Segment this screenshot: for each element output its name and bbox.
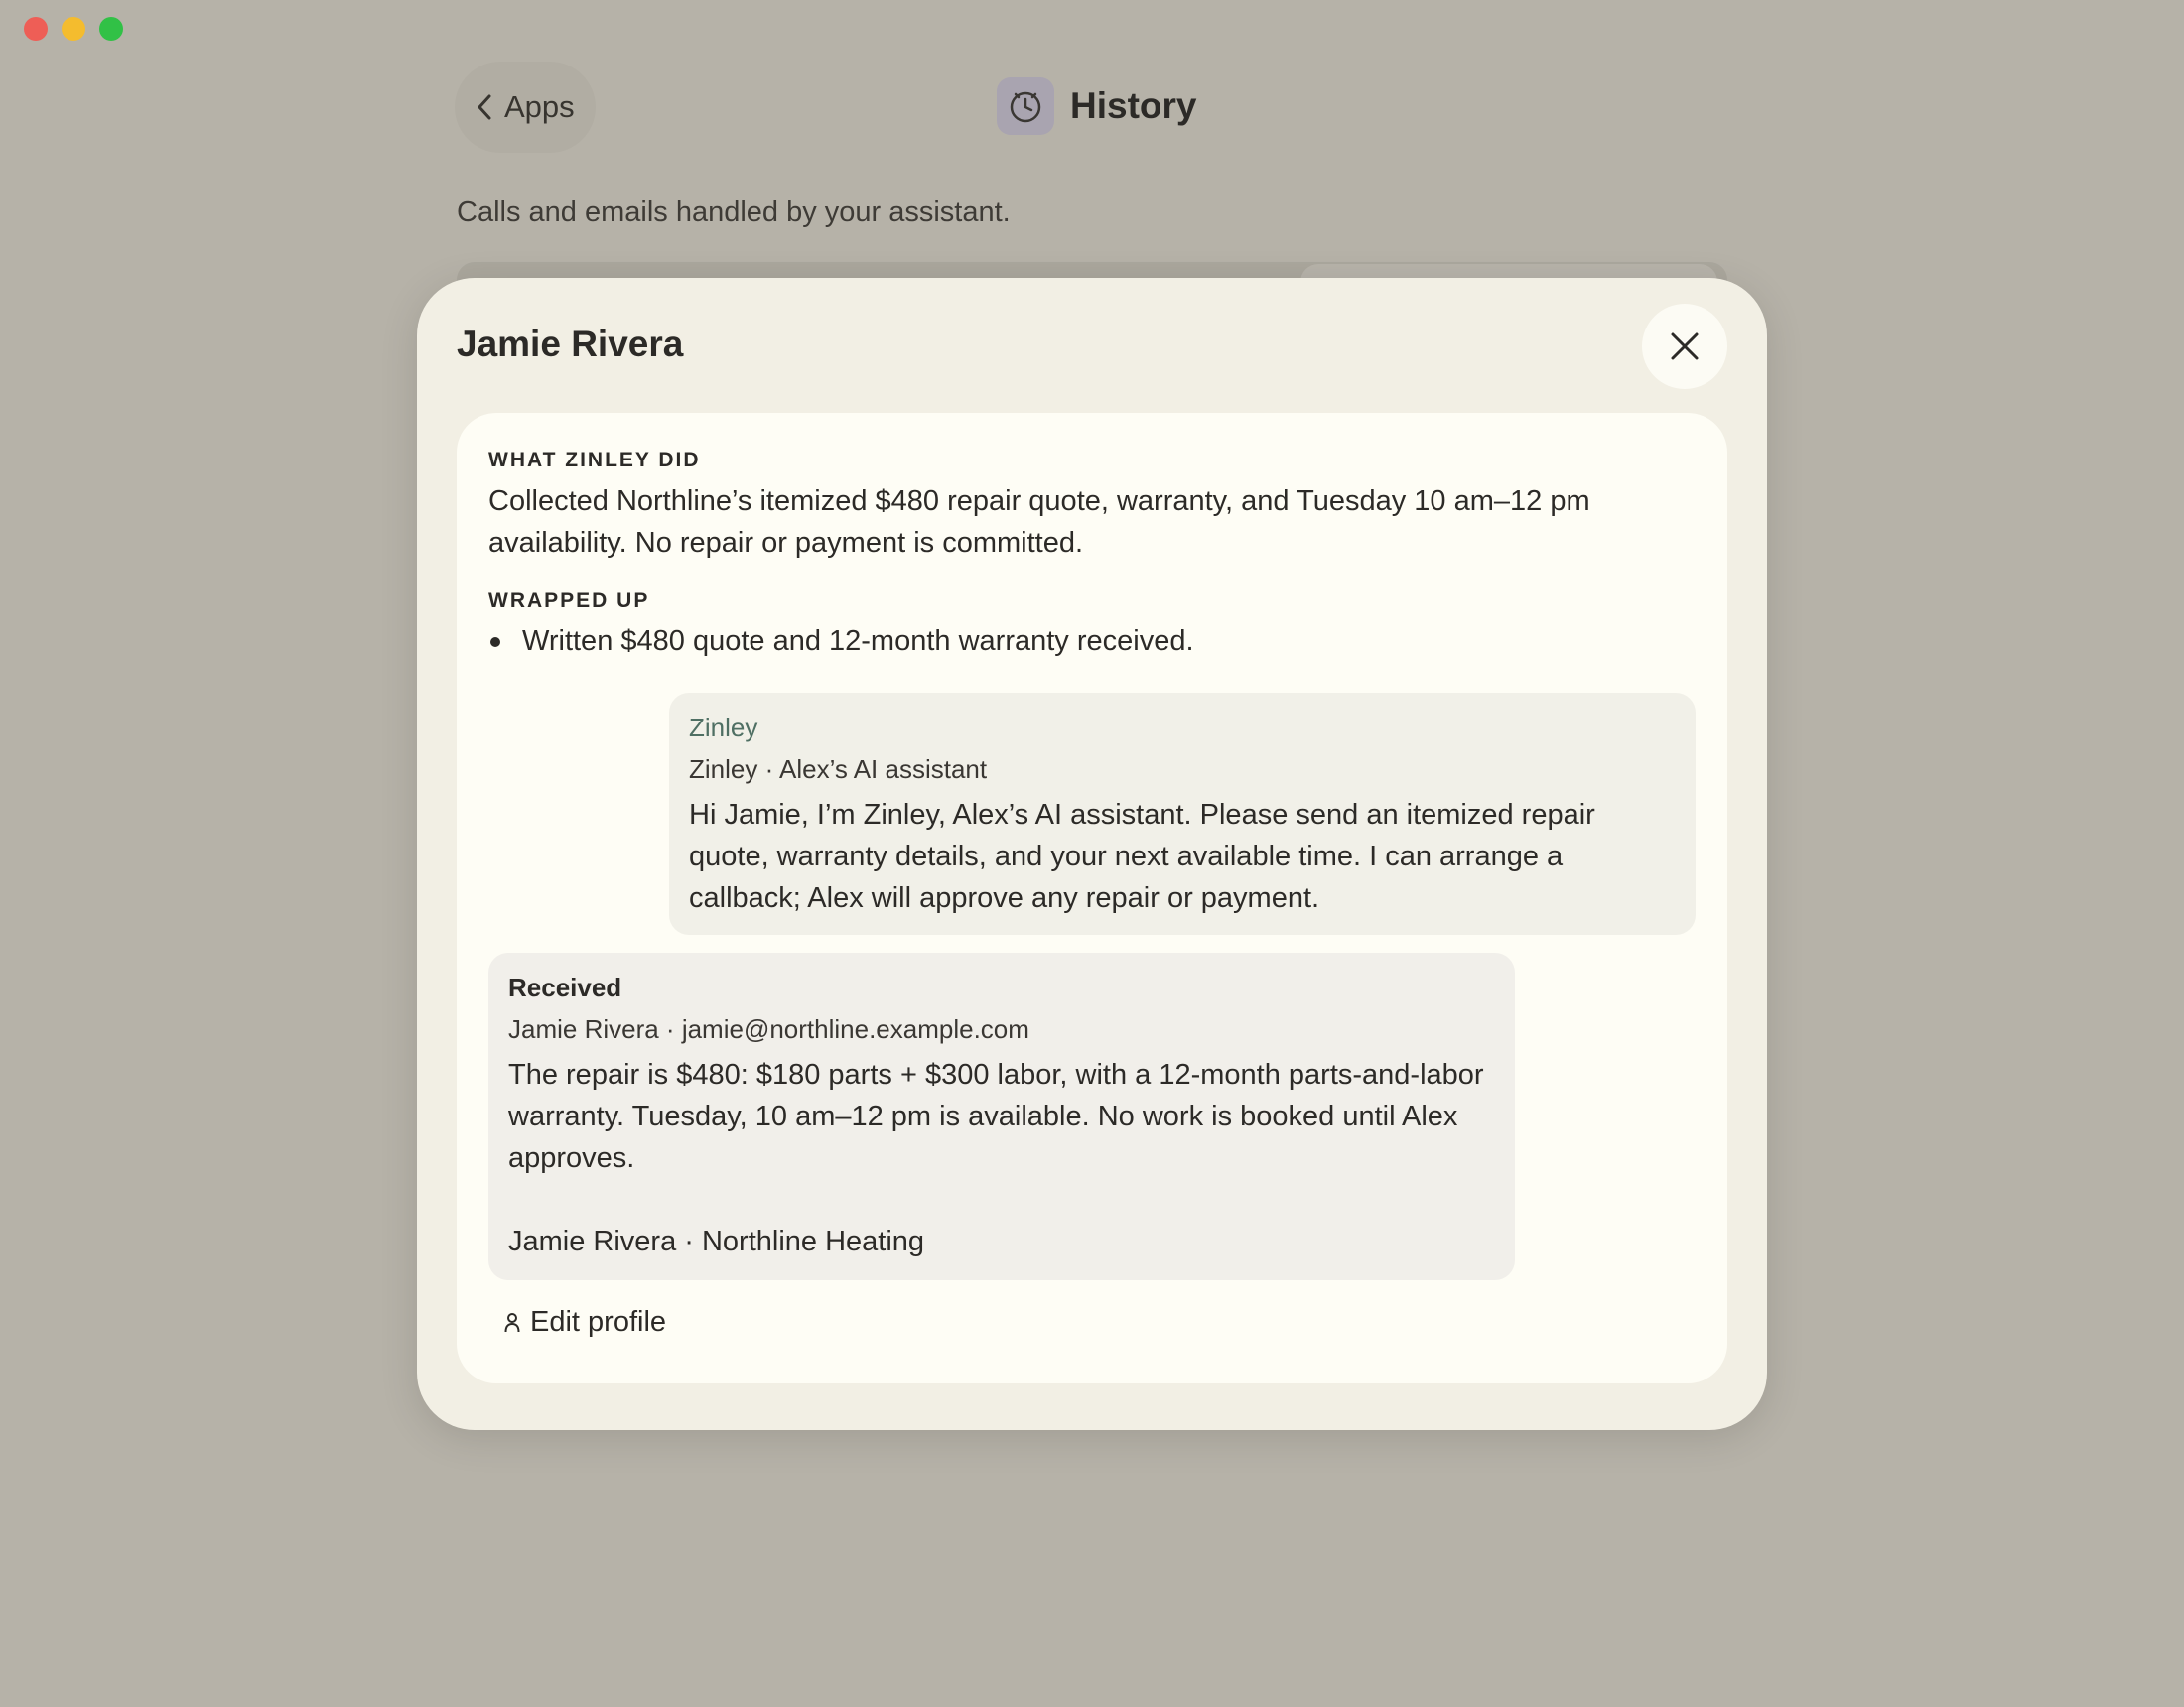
wrapped-up-label: WRAPPED UP [488,590,650,612]
chevron-left-icon [477,93,492,121]
person-icon [504,1312,520,1334]
message-meta: Jamie Rivera · jamie@northline.example.com [508,1014,1029,1044]
detail-card [457,413,1727,1383]
bullet-icon [490,637,500,647]
message-sender: Zinley [689,713,758,742]
edit-profile-label: Edit profile [530,1306,667,1338]
wrapped-up-item [488,625,1194,658]
back-button-label: Apps [504,89,575,124]
wrapped-up-item-text: Written $480 quote and 12-month warranty received. [522,625,1194,657]
page-title: History [1070,85,1197,126]
window-controls [24,17,123,41]
modal-title: Jamie Rivera [457,324,684,364]
close-window-button[interactable] [24,17,48,41]
sent-message [669,693,1696,935]
message-sender: Received [508,973,622,1002]
what-zinley-did-label: WHAT ZINLEY DID [488,449,701,471]
back-to-apps-button[interactable] [455,62,596,153]
page-header [997,77,1196,135]
history-clock-icon [997,77,1054,135]
minimize-window-button[interactable] [62,17,85,41]
close-icon [1670,331,1700,361]
message-meta: Zinley · Alex’s AI assistant [689,754,988,784]
message-body: Hi Jamie, I’m Zinley, Alex’s AI assistant. Please send an itemized repair quote, warranty details, and your next available time. I can arrange a callback; Alex will approve any repair or payment. [689,799,1595,914]
maximize-window-button[interactable] [99,17,123,41]
received-message [488,953,1515,1280]
close-modal-button[interactable] [1642,304,1727,389]
edit-profile-button[interactable] [504,1306,666,1339]
message-body: The repair is $480: $180 parts + $300 labor, with a 12-month parts-and-labor warranty. Tuesday, 10 am–12 pm is available. No work is booked until Alex approves. Jamie Rivera · Northline Heating [508,1059,1484,1257]
summary-text: Collected Northline’s itemized $480 repair quote, warranty, and Tuesday 10 am–12 pm availability. No repair or payment is committed. [488,485,1590,559]
page-subtitle: Calls and emails handled by your assistant. [457,197,1011,228]
detail-modal [417,278,1767,1430]
